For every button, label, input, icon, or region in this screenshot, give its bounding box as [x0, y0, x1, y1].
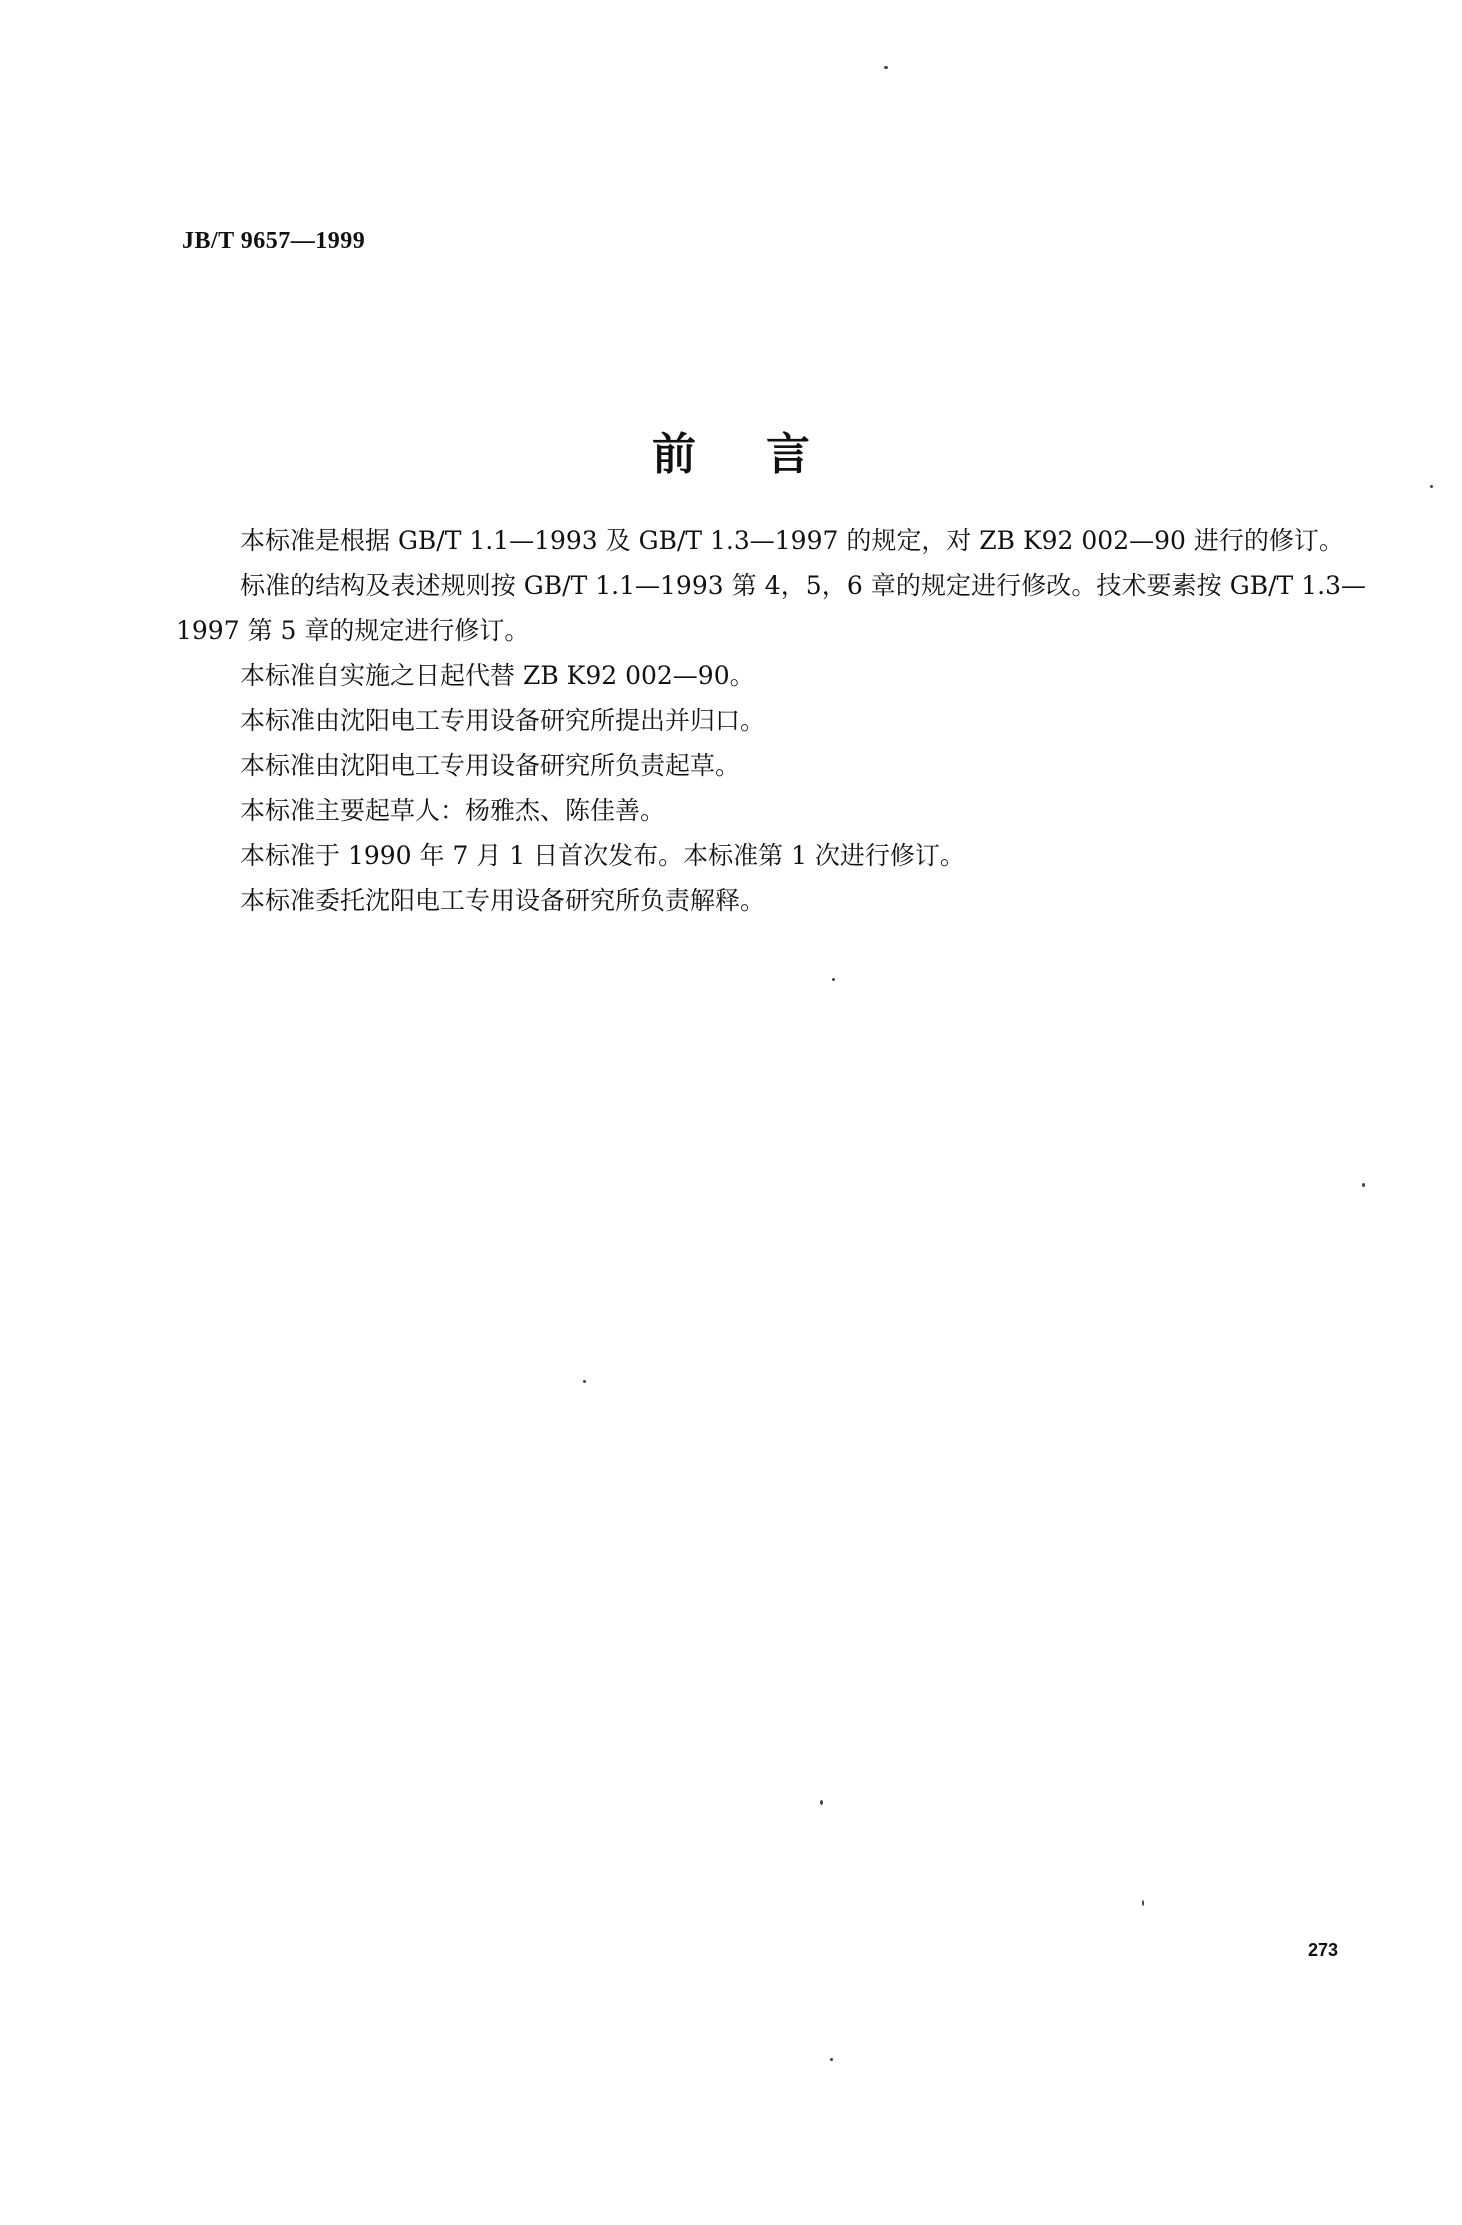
paragraph-5: 本标准由沈阳电工专用设备研究所负责起草。: [240, 751, 741, 780]
paragraph-6: 本标准主要起草人：杨雅杰、陈佳善。: [240, 796, 666, 825]
scan-speck: [830, 2058, 833, 2061]
foreword-body: [176, 518, 1366, 923]
scan-speck: [832, 978, 835, 981]
paragraph-3: 本标准自实施之日起代替 ZB K92 002—90。: [240, 661, 755, 690]
scan-speck: [820, 1800, 823, 1805]
scan-speck: [884, 66, 888, 69]
paragraph-8: 本标准委托沈阳电工专用设备研究所负责解释。: [240, 886, 766, 915]
document-number: JB/T 9657—1999: [182, 228, 366, 254]
paragraph-7: 本标准于 1990 年 7 月 1 日首次发布。本标准第 1 次进行修订。: [240, 841, 965, 870]
scan-speck: [1430, 485, 1433, 488]
paragraph-2: 标准的结构及表述规则按 GB/T 1.1—1993 第 4，5，6 章的规定进行修改。技术要素按 GB/T 1.3—1997 第 5 章的规定进行修订。: [176, 571, 1366, 645]
section-title: 前言: [652, 429, 880, 480]
scan-speck: [1362, 1183, 1365, 1187]
scan-speck: [1142, 1900, 1144, 1906]
page-number: 273: [1308, 1940, 1339, 1960]
scan-speck: [583, 1380, 586, 1383]
paragraph-4: 本标准由沈阳电工专用设备研究所提出并归口。: [240, 706, 766, 735]
paragraph-1: 本标准是根据 GB/T 1.1—1993 及 GB/T 1.3—1997 的规定，对 ZB K92 002—90 进行的修订。: [240, 526, 1344, 555]
